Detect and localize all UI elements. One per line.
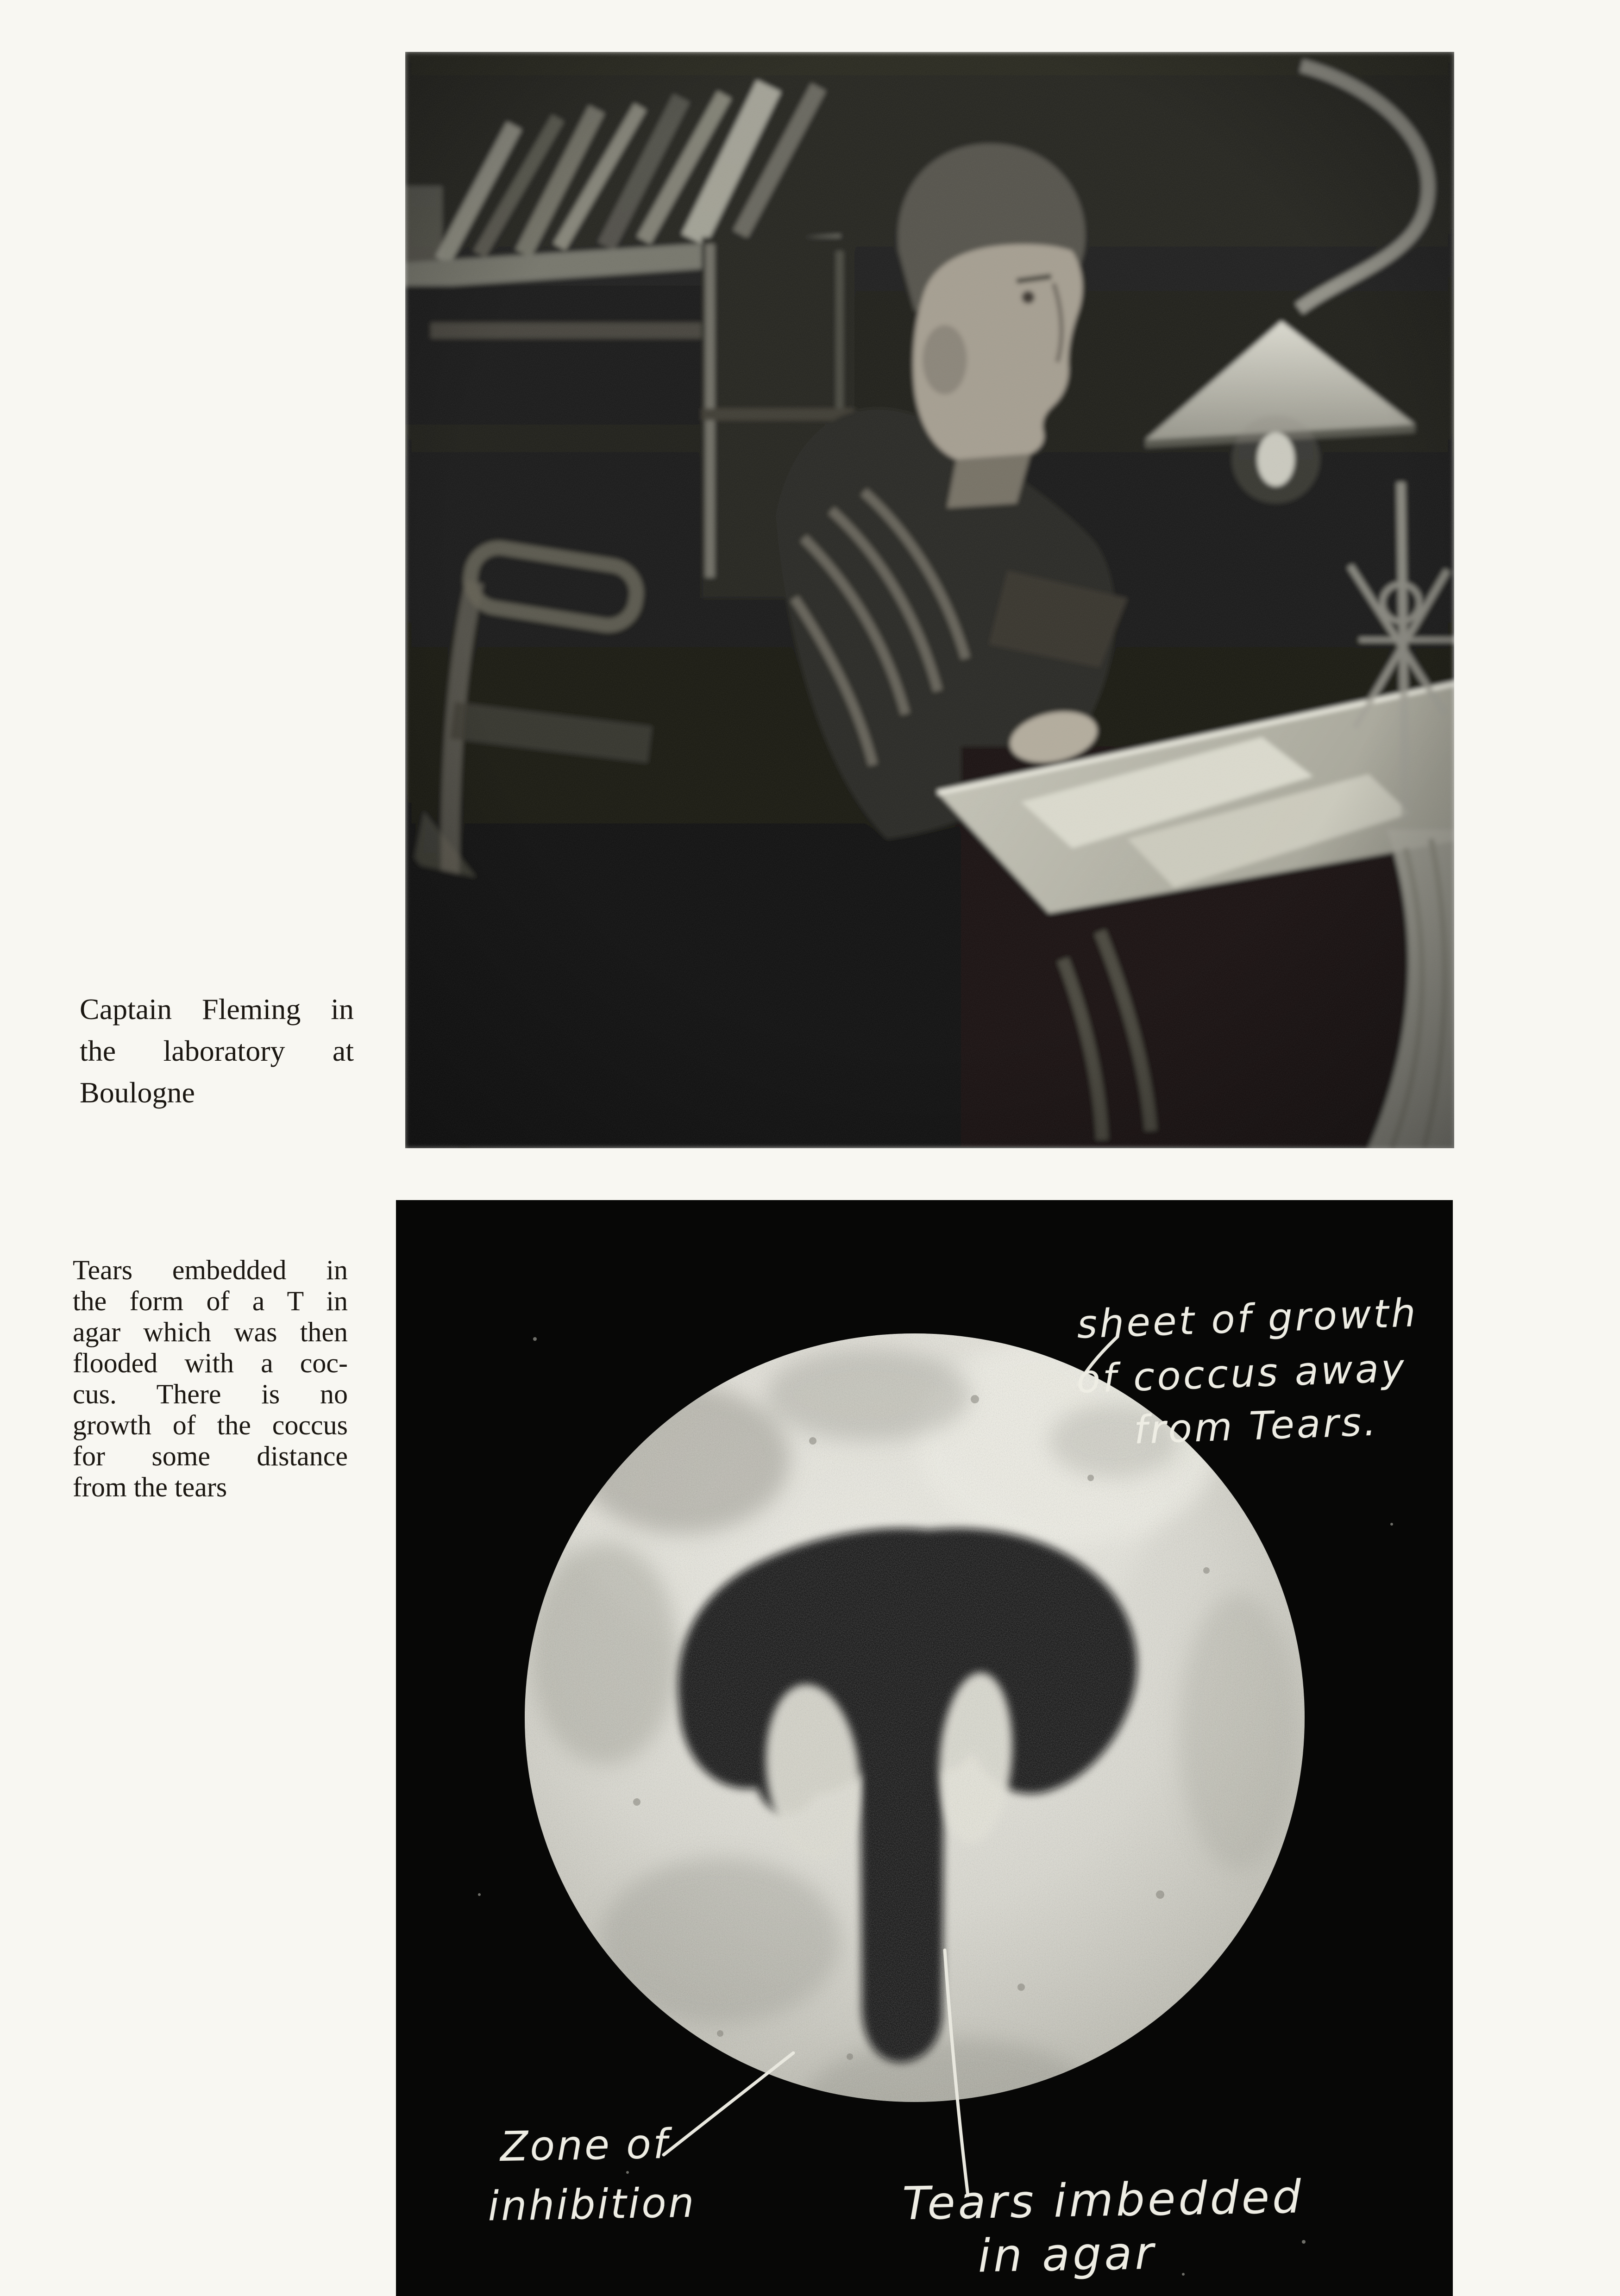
annotation-text: Zone of bbox=[500, 2120, 670, 2171]
caption-line: from the tears bbox=[73, 1472, 227, 1502]
caption-line: Tears embedded in bbox=[73, 1255, 348, 1285]
annotation-text: from Tears. bbox=[1133, 1399, 1379, 1453]
caption-line: for some distance bbox=[73, 1441, 348, 1471]
agar-plate-scene bbox=[396, 1200, 1453, 2296]
caption-line: the laboratory at bbox=[80, 1034, 354, 1067]
annotation-text: inhibition bbox=[487, 2178, 697, 2230]
caption-line: Captain Fleming in bbox=[80, 993, 354, 1026]
caption-line: agar which was then bbox=[73, 1317, 348, 1347]
caption-tears-agar bbox=[73, 1255, 348, 1503]
photo-agar-plate bbox=[396, 1200, 1453, 2296]
annotation-text: in agar bbox=[977, 2227, 1157, 2283]
caption-line: the form of a T in bbox=[73, 1286, 348, 1316]
photo-fleming-laboratory bbox=[405, 52, 1454, 1148]
caption-line: cus. There is no bbox=[73, 1379, 348, 1409]
annotation-text: sheet of growth bbox=[1076, 1290, 1419, 1347]
fleming-photo-scene bbox=[405, 52, 1454, 1148]
caption-line: growth of the coccus bbox=[73, 1410, 348, 1440]
annotation-text: of coccus away bbox=[1075, 1345, 1407, 1402]
annotation-text: Tears imbedded bbox=[902, 2171, 1305, 2231]
caption-fleming bbox=[80, 988, 354, 1114]
film-grain bbox=[405, 52, 1454, 1148]
caption-line: flooded with a coc- bbox=[73, 1348, 348, 1378]
caption-line: Boulogne bbox=[80, 1076, 195, 1109]
